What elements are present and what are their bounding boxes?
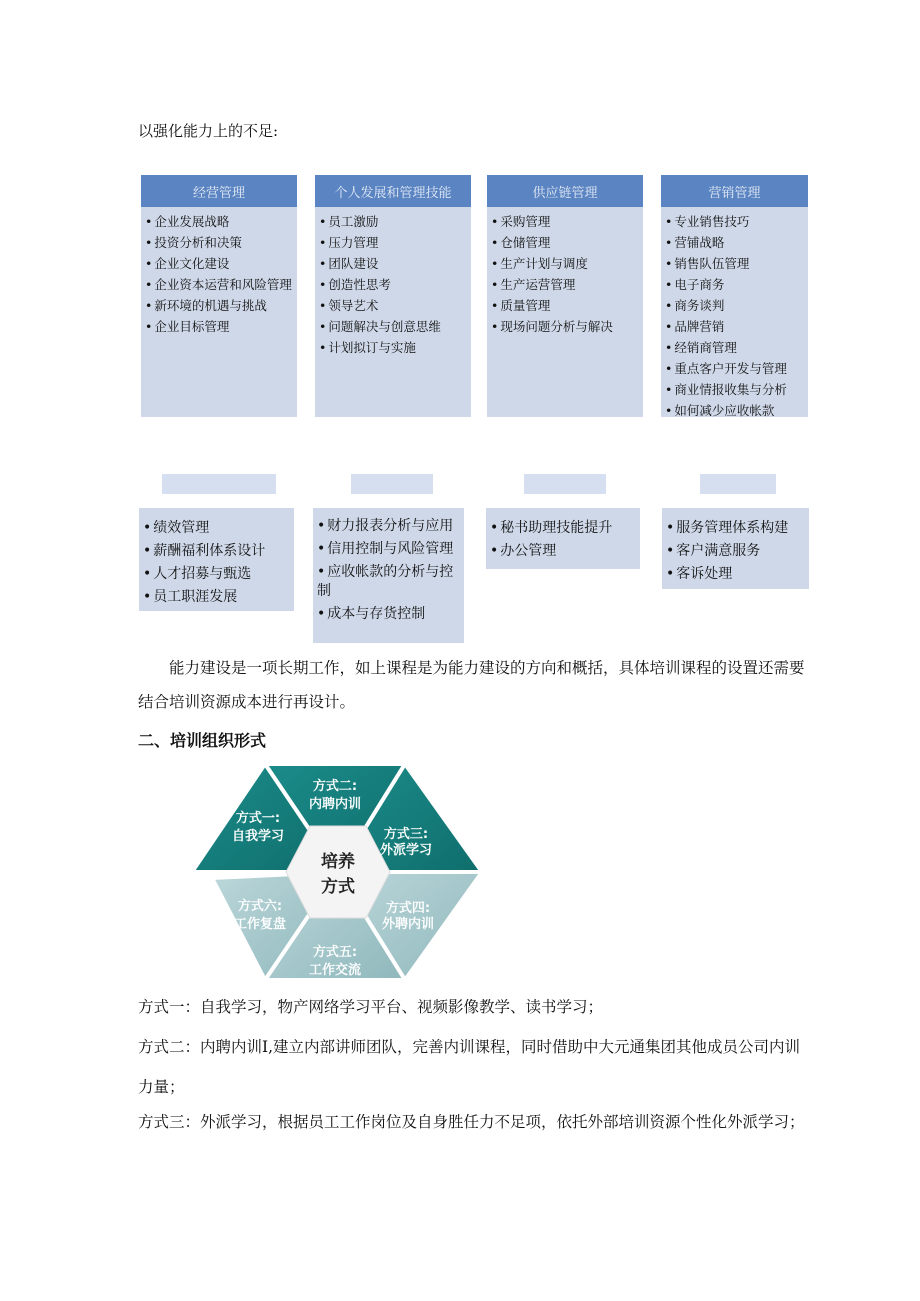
center-label-line2: 方式 [321, 877, 355, 897]
list-item: • 绩效管理 [143, 517, 290, 540]
segment-label: 内聘内训 [308, 797, 362, 812]
card-tab [700, 474, 776, 494]
course-card-hr [139, 508, 294, 611]
list-item: • 财力报表分析与应用 [317, 517, 460, 536]
course-card-supply-chain [487, 175, 643, 417]
method-1: 方式一：自我学习，物产网络学习平台、视频影像教学、读书学习； [138, 998, 604, 1016]
list-item: • 商务谈判 [665, 295, 804, 316]
list-item: • 如何减少应收帐款 [665, 400, 804, 421]
list-item: • 现场问题分析与解决 [491, 316, 639, 337]
list-item: • 商业情报收集与分析 [665, 379, 804, 400]
method-2: 方式二：内聘内训I,建立内部讲师团队，完善内训课程，同时借助中大元通集团其他成员公司内训力量； [138, 1038, 801, 1096]
training-methods-hexagon [190, 760, 490, 982]
list-item: • 成本与存货控制 [317, 605, 460, 624]
list-item: • 压力管理 [319, 232, 467, 253]
list-item: • 客户满意服务 [666, 540, 805, 563]
segment-label: 外聘内训 [381, 917, 435, 932]
list-item: • 应收帐款的分析与控制 [317, 563, 460, 601]
segment-label: 自我学习 [231, 829, 285, 844]
list-item: • 秘书助理技能提升 [490, 517, 636, 540]
list-item: • 销售队伍管理 [665, 253, 804, 274]
list-item: • 生产运营管理 [491, 274, 639, 295]
list-item: • 团队建设 [319, 253, 467, 274]
course-card-admin [486, 508, 640, 569]
list-item: • 领导艺术 [319, 295, 467, 316]
segment-label: 外派学习 [379, 843, 433, 858]
list-item: • 电子商务 [665, 274, 804, 295]
paragraph-capacity-building: 能力建设是一项长期工作，如上课程是为能力建设的方向和概括，具体培训课程的设置还需要结合培训资源成本进行再设计。 [138, 659, 805, 711]
card-tab [351, 474, 433, 494]
segment-label: 方式二: [312, 779, 358, 794]
course-card-personal-development [315, 175, 471, 417]
card-title: 营销管理 [661, 175, 808, 207]
card-tab [524, 474, 606, 494]
list-item: • 企业发展战略 [145, 211, 293, 232]
list-item: • 员工职涯发展 [143, 586, 290, 609]
list-item: • 创造性思考 [319, 274, 467, 295]
course-list [141, 207, 297, 337]
list-item: • 品牌营销 [665, 316, 804, 337]
card-title: 个人发展和管理技能 [315, 175, 471, 207]
list-item: • 质量管理 [491, 295, 639, 316]
segment-label: 工作复盘 [233, 917, 287, 932]
course-card-operations [141, 175, 297, 417]
segment-label: 方式四: [385, 901, 431, 916]
list-item: • 仓储管理 [491, 232, 639, 253]
list-item: • 计划拟订与实施 [319, 337, 467, 358]
course-list [661, 207, 808, 421]
list-item: • 员工激励 [319, 211, 467, 232]
list-item: • 新环境的机遇与挑战 [145, 295, 293, 316]
list-item: • 服务管理体系构建 [666, 517, 805, 540]
list-item: • 薪酬福利体系设计 [143, 540, 290, 563]
list-item: • 企业文化建设 [145, 253, 293, 274]
course-list [487, 207, 643, 337]
list-item: • 企业资本运营和风险管理 [145, 274, 293, 295]
center-label-line1: 培养 [321, 852, 355, 872]
intro-text: 以强化能力上的不足: [138, 122, 279, 140]
section-heading: 二、培训组织形式 [138, 731, 267, 750]
list-item: • 投资分析和决策 [145, 232, 293, 253]
card-title: 经营管理 [141, 175, 297, 207]
course-list [313, 508, 464, 624]
card-tab [162, 474, 276, 494]
segment-label: 方式三: [383, 827, 429, 842]
list-item: • 问题解决与创意思维 [319, 316, 467, 337]
course-list [315, 207, 471, 358]
list-item: • 生产计划与调度 [491, 253, 639, 274]
course-list [486, 508, 640, 563]
list-item: • 经销商管理 [665, 337, 804, 358]
segment-label: 方式六: [237, 899, 283, 914]
card-title: 供应链管理 [487, 175, 643, 207]
list-item: • 专业销售技巧 [665, 211, 804, 232]
course-card-service [662, 508, 809, 589]
list-item: • 客诉处理 [666, 563, 805, 586]
segment-label: 工作交流 [308, 963, 362, 978]
segment-label: 方式五: [312, 945, 358, 960]
list-item: • 采购管理 [491, 211, 639, 232]
course-list [139, 508, 294, 609]
course-card-marketing [661, 175, 808, 417]
list-item: • 营铺战略 [665, 232, 804, 253]
list-item: • 办公管理 [490, 540, 636, 563]
list-item: • 人才招募与甄选 [143, 563, 290, 586]
segment-label: 方式一: [235, 811, 281, 826]
course-list [662, 508, 809, 586]
course-card-finance [313, 508, 464, 643]
list-item: • 企业目标管理 [145, 316, 293, 337]
list-item: • 重点客户开发与管理 [665, 358, 804, 379]
method-3: 方式三：外派学习，根据员工工作岗位及自身胜任力不足项，依托外部培训资源个性化外派学习； [138, 1113, 805, 1131]
list-item: • 信用控制与风险管理 [317, 540, 460, 559]
